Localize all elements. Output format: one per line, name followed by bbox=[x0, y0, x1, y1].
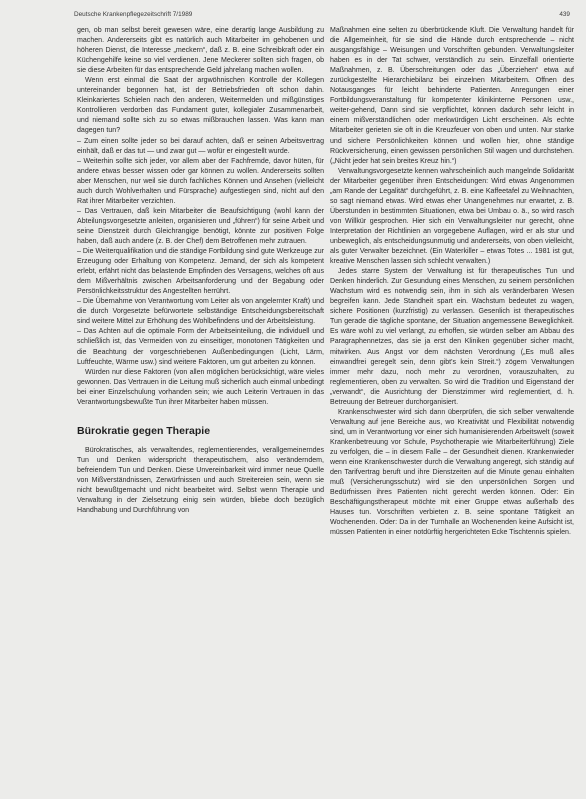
section-heading: Bürokratie gegen Therapie bbox=[77, 424, 211, 437]
left-paragraph-9: Würden nur diese Faktoren (von allen möglichen berücksichtigt, wäre vieles gewonnen. Das Vertrauen in die Leitung muß sicherlich auch einmal unbedingt bei einer Einzelschulung vorhanden sein; wie auch Leiterin Vertrauen in das Verantwortungsbewußte Tun ihrer Mitarbeiter haben müssen. bbox=[77, 368, 324, 406]
left-paragraph-2: Wenn erst einmal die Saat der argwöhnischen Kontrolle der Kollegen untereinander begonnen hat, ist der Betriebsfrieden oft schon dahin. Kleinkariertes Schielen nach den anderen, Weitermelden und mißgünstiges Kontrollieren verdorben das Fundament guter, kollegialer Zusammenarbeit, und niemand sollte sich zu so etwas mißbrauchen lassen. Was kann man dagegen tun? bbox=[77, 77, 324, 135]
right-paragraph-2: Verwaltungsvorgesetzte kennen wahrscheinlich auch mangelnde Solidarität der Mitarbeiter gegenüber ihren Entscheidungen: Wird etwas Angenommen „am Rande der Legalität“ durchgeführt, z. B. eine Kaffeetafel zu Weihnachten, so sagt niemand etwas. Wird etwas eher Unangenehmes nur erwartet, z. B. Überstunden in bestimmten Situationen, etwa bei Umbau o. ä., so wird rasch von Willkür gesprochen. Hier sich ein Verwaltungsleiter nur gerecht, ohne Interpretation der Richtlinien an vorgegebene Auflagen, wird er als stur und unbeweglich, als entscheidungsunmutig und andererseits, von oben vielleicht, als guter Verwalter bezeichnet. (Ein Waterkiller – etwas Totes ... 1981 ist gut, kreative Menschen lassen sich schlecht verwalten.) bbox=[330, 167, 574, 266]
left-paragraph-6: – Die Weiterqualifikation und die ständige Fortbildung sind gute Werkzeuge zur Erzeugung oder Erhaltung von Kompetenz. Jemand, der sich als kompetent erlebt, erfährt nicht das belastende Empfinden des Versagens, welches oft aus dem Mißverhältnis zwischen Arbeitsanforderung und der Begabung oder Persönlichkeitsstruktur des Angestellten herrührt. bbox=[77, 248, 324, 296]
left-paragraph-8: – Das Achten auf die optimale Form der Arbeitseinteilung, die individuell und schließlich ist, das Vermeiden von zu einseitiger, monotonen Tätigkeiten und die Beachtung der vorgeschriebenen Außenbedingungen (Licht, Lärm, Luftfeuchte, Wärme usw.) sind weitere Faktoren, um gut arbeiten zu können. bbox=[77, 328, 324, 366]
page-number: 439 bbox=[559, 11, 570, 18]
right-paragraph-4: Krankenschwester wird sich dann überprüfen, die sich selber verwaltende Verwaltung auf jene Bereiche aus, wo Kreativität und Flexibilität notwendig sind, um in Verantwortung vor einer sich humanisierenden Arbeitswelt (soweit Krankenbetreuung vor Schule, Psychotherapie wie Mitarbeiterführung) Ziele zu verfolgen, die – in diesem Falle – der Gesundheit dienen. Krankenwieder wenn eine Krankenschwester durch die Verwaltung angeregt, sich ständig auf den Tarifvertrag beruft und ihre Dienstzeiten auf die Minute genau einhalten muß (Versicherungsschutz) wird sie den unpersönlichen Sorgen und Bedürfnissen ihres Patienten nicht gerecht werden können. Oder: Ein Beschäftigungstherapeut möchte mit einer Gruppe etwas außerhalb des Hauses tun. Vorschriften verbieten z. B. seine spontane Tätigkeit an Wochenenden. Oder: Da in der Turnhalle an Wochenenden keine Aufsicht ist, müssen Patienten in einer notdürftig hergerichteten Ecke Tischtennis spielen. bbox=[330, 408, 574, 537]
left-paragraph-7: – Die Übernahme von Verantwortung vom Leiter als von angelernter Kraft) und die durch Vorgesetzte befürwortete selbständige Entscheidungsbereitschaft sind weitere Mittel zur Erhöhung des Wohlbefindens und der Arbeitsleistung. bbox=[77, 298, 324, 326]
left-paragraph-4: – Weiterhin sollte sich jeder, vor allem aber der Fachfremde, davor hüten, für andere etwas besser wissen oder gar können zu wollen. Andererseits sollten aber Menschen, nur weil sie durch fachliches Können und Ansehen (vielleicht auch durch Wohlverhalten und Fürsprache) aufgestiegen sind, nicht auf den Rat ihrer Mitarbeiter verzichten. bbox=[77, 157, 324, 205]
right-column bbox=[330, 26, 574, 538]
right-paragraph-1: Maßnahmen eine selten zu überbrückende Kluft. Die Verwaltung handelt für die Allgemeinheit, für sie sind die Hände durch entsprechende – nicht ausgangsfähige – Weisungen und Vorschriften gebunden. Verwaltungsleiter haben es in der Tat schwer, verständlich zu sein. Einzelfall orientierte Maßnahmen, z. B. Überschreitungen oder das „Überziehen“ etwa auf zurückgestellte Hierarchiebilanz bei einzelnen Mitarbeitern. Offnen des Notausganges für leicht behinderte Patienten. Anregungen einer Fortbildungsveranstaltung für kompetenter klinikinterne Personen usw., weiter-gehend, Dann sind sie verpflichtet, können dadurch sehr leicht in einem mißverständlichen oder merkwürdigen Licht erscheinen. Als echte Mitarbeiter gerieten sie oft in die Kreuzfeuer von oben und unten. Nur starke und sichere Persönlichkeiten können und wollen hier, ohne ständige Rückversicherung, einen gewissen persönlichen Stil wagen und durchstehen. („Nicht jeder hat sein breites Kreuz hin.“) bbox=[330, 27, 574, 165]
right-paragraph-3: Jedes starre System der Verwaltung ist für therapeutisches Tun und Denken hinderlich. Zur Gesundung eines Menschen, zu seinem persönlichen Wachstum wird es notwendig sein, ihm in sich als veränderbaren Wesen begreifen kann. Jede Standheit spart ein. Wachstum bedeutet zu wagen, sichere Positionen (kurzfristig) zu verlassen. Gesenlich ist therapeutisches Tun gerade die tägliche spontane, der Situation angemessene Beweglichkeit. Es wäre wohl zu viel verlangt, zu erhoffen, sie würden selber am Abbau des Paragraphennetzes, das sie ja erst den Kliniken gegenüber sicher macht, mitwirken. Aus Angst vor dem nächsten Verordnung („Es muß alles einwandfrei geregelt sein, denn gibt's kein Streit.“) zögern Verwaltungen immer mehr dazu, noch mehr zu verordnen, vorauszuhalten, zu reglementieren, oben zu verwalten. So wird die Tradition und Eigenstand der „verwandt“, die Ausrichtung der Dienstzimmer wird reglementiert, d. h. Betreuung der Betreuer durchorganisiert. bbox=[330, 268, 574, 406]
left-paragraph-3: – Zum einen sollte jeder so bei darauf achten, daß er seinen Arbeitsvertrag einhält, daß er das tut — und zwar gut — wofür er eingestellt wurde. bbox=[77, 137, 324, 155]
left-paragraph-5: – Das Vertrauen, daß kein Mitarbeiter die Beaufsichtigung (wohl kann der Abteilungsvorgesetzte anleiten, organisieren und „führen“) für seine Arbeit und seine Dienstzeit durch Gleichrangige benötigt, könnte zur positiven Folge haben, daß auch andere (z. B. der Chef) dem Betroffenen mehr zutrauen. bbox=[77, 207, 324, 245]
column-gutter bbox=[326, 26, 327, 786]
journal-title: Deutsche Krankenpflegezeitschrift 7/1989 bbox=[74, 11, 193, 18]
left-paragraph-10: Bürokratisches, als verwaltendes, reglementierendes, verallgemeinerndes Tun und Denken widerspricht therapeutischem, also veränderndem, befreiendem Tun und Denken. Diese Unvereinbarkeit wird immer neue Quelle von Mißverständnissen, Zerwürfnissen und auch Streitereien sein, wenn sie nicht bewußtgemacht und nicht bearbeitet wird. Selbst wenn Therapie und Verwaltung in der Zielsetzung einig sein würden, bliebe doch bezüglich Handhabung und Durchführung von bbox=[77, 446, 324, 515]
left-column bbox=[77, 26, 324, 516]
page-header bbox=[74, 11, 570, 23]
left-paragraph-1: gen, ob man selbst bereit gewesen wäre, eine derartig lange Ausbildung zu machen. Andererseits gibt es natürlich auch Mitarbeiter im gehobenen und höheren Dienst, die Interesse „meckern“, daß z. B. eine Schreibkraft oder ein Küchengehilfe keine so viel verdienen. Jene Meckerer sollten sich fragen, ob sie diese Arbeiten für das entsprechende Geld jahrelang machen wollen. bbox=[77, 27, 324, 75]
